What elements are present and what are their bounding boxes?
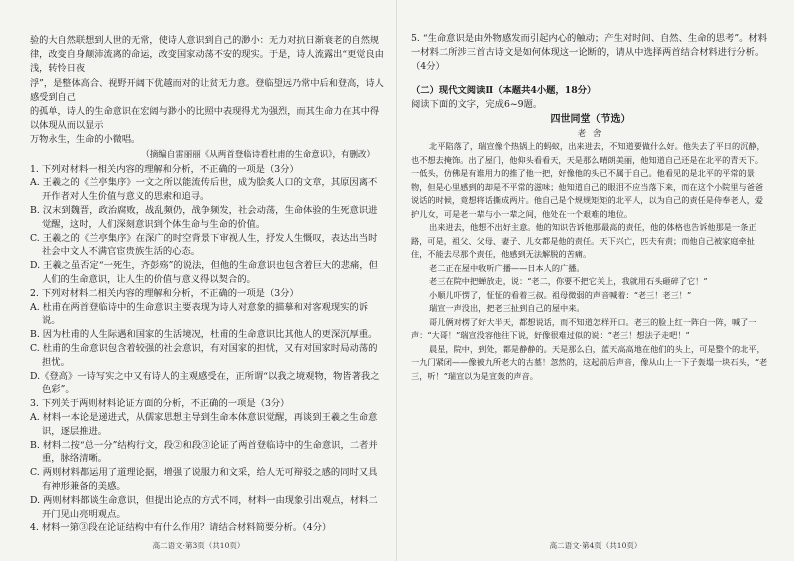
story-paragraph: 瑞宣一声没出，把老三扯到自己的屋中来。 [429,303,585,314]
question-stem: 1. 下列对材料一相关内容的理解和分析，不正确的一项是（3分） [30,163,299,175]
option-c: C. 两则材料都运用了道理论据，增强了说服力和文采，给人无可辩驳之感的同时又具有神形兼备的美感。 [30,467,378,492]
intro-line: 验的大自然联想到人世的无常，使诗人意识到自己的渺小：无力对抗日渐衰老的自然规 [30,35,380,46]
option-c: C. 王羲之的《兰亭集序》在深广的时空背景下审视人生，抒发人生慨叹，表达出当时社会中文人不满官宦贵族生活的心态。 [30,232,378,258]
page-footer: 高二语文·第3页（共10页） [152,541,245,550]
option-d: D. 王羲之虽否定“一死生，齐彭殇”的说法，但他的生命意识也包含着巨大的悲痛，但人们的生命意识，让人生的价值与意义得以契合的。 [30,260,378,285]
section-heading: （二）现代文阅读Ⅱ（本题共4小题，18分） [411,85,597,97]
story-paragraph: 老三在院中把蝉放走，说：“老二，你要不把它关上，我就用石头砸碎了它！” [429,276,708,287]
story-text [411,140,770,383]
story-paragraph: 哥儿俩对楞了好大半天，都想说话，而不知道怎样开口。老三的脸上红一阵白一阵，喊了一声：“大哥！”瑞宣没容他往下说，好像很难过似的说：“老三！想法子走吧！” [411,316,757,341]
source-citation: （摘编自雷丽丽《从两首登临诗看杜甫的生命意识》，有删改） [141,149,375,160]
intro-line: 律，改变自身颠沛流离的命运，改变国家动荡不安的现实。于是，诗人流露出“更觉良由浅，转怜日夜 [30,49,384,75]
option-b: B. 汉末到魏晋，政治腐败，战乱频仍，战争频发，社会动荡，生命体验的生死意识进觉醒，这时，人们深刻意识到个体生命与生命的价值。 [30,205,378,230]
story-author: 老 舍 [577,129,604,140]
story-paragraph: 晨星，院中，到处，都是静静的。天是那么白，蓝天高高地在他们的头上，可是整个的北平，一九门紧闭——像被九所老大的古墓！忽然的，这起前后声音，像从山上一下子轰塌一块石头，“老三，听！”瑞宣以为是宣轰的声音。 [411,343,768,381]
question-3 [30,397,385,521]
section-instruction: 阅读下面的文字，完成6~9题。 [411,99,543,111]
story-paragraph: 北平陷落了，瑞宣像个热锅上的蚂蚁，出来进去，不知道要做什么好。他失去了平日的沉静，也不想去掩饰。出了屋门，他仰头看看天，天是那么晴朗美丽，他知道自己还是在北平的青天下。一低头，仿佛是有谁用力的推了他一把，好像他的头已不属于自己。他看见的是北平的平常的景物，但是心里感到的却是不平常的滋味；他知道自己的眼泪不应当落下来，而在这个小院里与爸爸说话的时候，竟想将话撕成两片。他自己是个规规矩矩的北平人，以为自己的责任是侍奉老人，爱护儿女，可是老一辈与小一辈之间，他处在一个艰难的地位。 [411,141,765,219]
option-b: B. 因为杜甫的人生际遇和国家的生活境况，杜甫的生命意识比其他人的更深沉厚重。 [30,329,378,341]
story-paragraph: 出来进去，他想不出好主意。他的知识告诉他那最高的责任，他的体格也告诉他那是一条正路，可是，祖父、父母、妻子、儿女都是他的责任。天下兴亡，匹夫有责；而他自己被家庭牵扯住，不能去尽那个责任，他感到无法解脱的苦痛。 [411,222,757,260]
question-5: 5. “生命意识是由外物感发而引起内心的触动；产生对时间、自然、生命的思考”。材料一材料二所涉三首古诗文是如何体现这一论断的，请从中选择两首结合材料进行分析。（4分） [411,33,768,72]
option-d: D.《登高》一诗写实之中又有诗人的主观感受在，正所谓“以我之境观物，物皆著我之色彩”。 [30,370,380,396]
question-stem: 2. 下列对材料二相关内容的理解和分析，不正确的一项是（3分） [30,287,299,299]
intro-line: 的孤单，诗人的生命意识在宏阔与渺小的比照中表现得尤为强烈，而其生命力在其中得以体现从而以显示 [30,106,380,132]
question-2 [30,287,385,397]
question-stem: 3. 下列关于两则材料论证方面的分析，不正确的一项是（3分） [30,398,290,410]
question-4 [30,521,385,535]
intro-line: 浮”，是整体高合、视野开阔下优越而对的让贫无力意。登临望远乃常中后和登高，诗人感受到自己 [30,77,384,103]
option-b: B. 材料二按“总一分”结构行文，段②和段③论证了两首登临诗中的生命意识，二者并重，脉络清晰。 [30,439,378,465]
right-page [397,0,794,561]
question-stem: 4. 材料一第③段在论证结构中有什么作用？请结合材料简要分析。（4分） [30,522,332,534]
story-paragraph: 小顺儿吓愣了，怔怔的看着三叔。祖母微弱的声音喊着：“老三！老三！” [429,289,692,300]
intro-line: 万物永生，生命的小微唱。 [30,134,141,146]
option-a: A. 王羲之的《兰亭集序》一文之所以能流传后世，成为脍炙人口的文章，其原因离不开作者对人生价值与意义的思索和追寻。 [30,177,378,203]
option-c: C. 杜甫的生命意识包含着较强的社会意识，有对国家的担忧，又有对国家时局动荡的担忧。 [30,342,378,368]
question-1 [30,163,385,287]
material-intro [30,34,385,148]
story-title: 四世同堂（节选） [550,114,631,126]
option-d: D. 两则材料都谈生命意识，但提出论点的方式不同，材料一由现象引出观点，材料二开门见山亮明观点。 [30,494,378,520]
option-a: A. 材料一本论是递进式，从儒家思想主导到生命本体意识觉醒，再谈到王羲之生命意识，逐层推进。 [30,411,378,437]
page-footer: 高二语文·第4页（共10页） [549,541,642,550]
option-a: A. 杜甫在两首登临诗中的生命意识主要表现为诗人对意象的描摹和对客观现实的诉说。 [30,301,369,327]
story-paragraph: 老二正在屋中收听广播——日本人的广播。 [429,262,585,273]
